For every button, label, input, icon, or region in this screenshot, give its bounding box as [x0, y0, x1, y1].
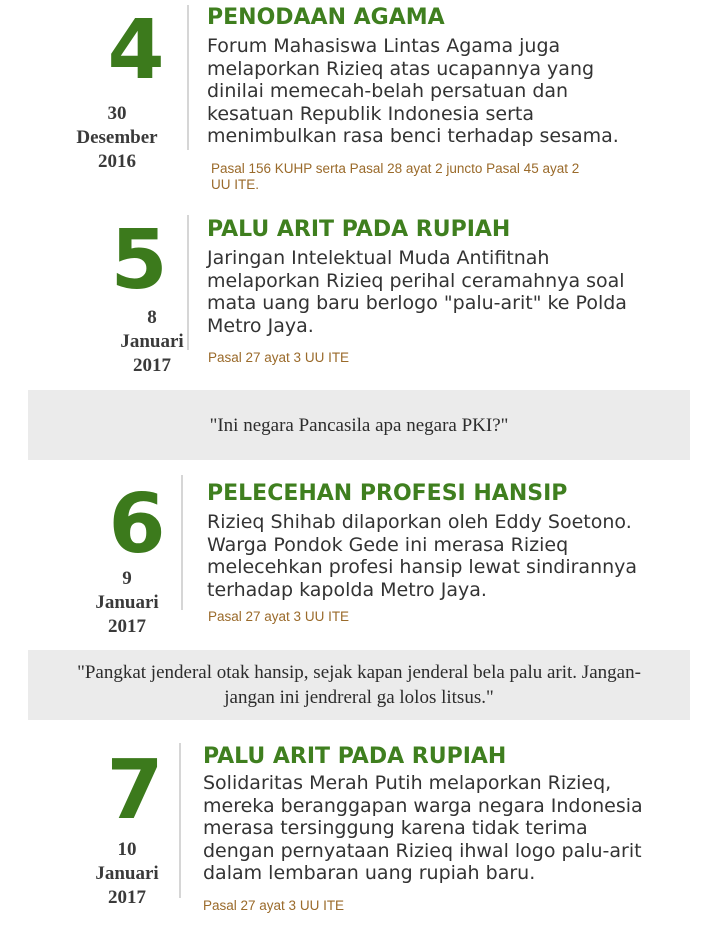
- entry-5: [0, 210, 720, 380]
- quote-box: "Pangkat jenderal otak hansip, sejak kapan jenderal bela palu arit. Jangan-jangan ini jendreral ga lolos litsus.": [28, 650, 690, 720]
- date-day: 9: [122, 568, 132, 589]
- date-month: Januari: [120, 331, 184, 352]
- date-day: 30: [107, 103, 127, 124]
- entry-title: PENODAAN AGAMA: [207, 5, 445, 30]
- date-year: 2017: [133, 355, 171, 376]
- entry-date: [52, 102, 182, 174]
- date-month: Januari: [95, 592, 159, 613]
- entry-pasal: Pasal 27 ayat 3 UU ITE: [208, 350, 350, 365]
- entry-7: [0, 735, 720, 925]
- divider-line: [187, 215, 189, 350]
- entry-title: PALU ARIT PADA RUPIAH: [207, 217, 511, 242]
- entry-body: Solidaritas Merah Putih melaporkan Rizieq, mereka beranggapan warga negara Indonesia merasa tersinggung karena tidak terima dengan pernyataan Rizieq ihwal logo palu-arit dalam lembaran uang rupiah baru.: [203, 772, 643, 884]
- divider-line: [187, 5, 189, 150]
- divider-line: [181, 475, 183, 610]
- entry-pasal: Pasal 27 ayat 3 UU ITE: [208, 609, 350, 624]
- entry-number: 6: [108, 477, 166, 572]
- entry-title: PELECEHAN PROFESI HANSIP: [207, 481, 568, 506]
- entry-number: 7: [106, 743, 164, 838]
- entry-body: Jaringan Intelektual Muda Antifitnah melaporkan Rizieq perihal ceramahnya soal mata uang baru berlogo "palu-arit" ke Polda Metro Jaya.: [207, 247, 627, 337]
- date-day: 10: [117, 839, 137, 860]
- divider-line: [179, 743, 181, 898]
- entry-title: PALU ARIT PADA RUPIAH: [203, 744, 507, 769]
- date-day: 8: [147, 307, 157, 328]
- entry-date: [62, 838, 192, 910]
- entry-6: [0, 470, 720, 640]
- entry-body: Rizieq Shihab dilaporkan oleh Eddy Soetono. Warga Pondok Gede ini merasa Rizieq melecehkan profesi hansip lewat sindirannya terhadap kapolda Metro Jaya.: [207, 511, 638, 601]
- entry-number: 4: [107, 3, 165, 98]
- entry-date: [62, 567, 192, 639]
- date-year: 2017: [108, 887, 146, 908]
- date-month: Januari: [95, 863, 159, 884]
- date-month: Desember: [76, 127, 158, 148]
- entry-number: 5: [110, 213, 168, 308]
- date-year: 2017: [108, 616, 146, 637]
- entry-pasal: Pasal 27 ayat 3 UU ITE: [203, 898, 345, 913]
- date-year: 2016: [98, 151, 136, 172]
- quote-box: "Ini negara Pancasila apa negara PKI?": [28, 390, 690, 460]
- entry-body: Forum Mahasiswa Lintas Agama juga melaporkan Rizieq atas ucapannya yang dinilai memecah-belah persatuan dan kesatuan Republik Indonesia serta menimbulkan rasa benci terhadap sesama.: [207, 35, 619, 147]
- entry-pasal: Pasal 156 KUHP serta Pasal 28 ayat 2 juncto Pasal 45 ayat 2 UU ITE.: [211, 161, 580, 192]
- entry-4: [0, 0, 720, 200]
- entry-date: [77, 306, 227, 378]
